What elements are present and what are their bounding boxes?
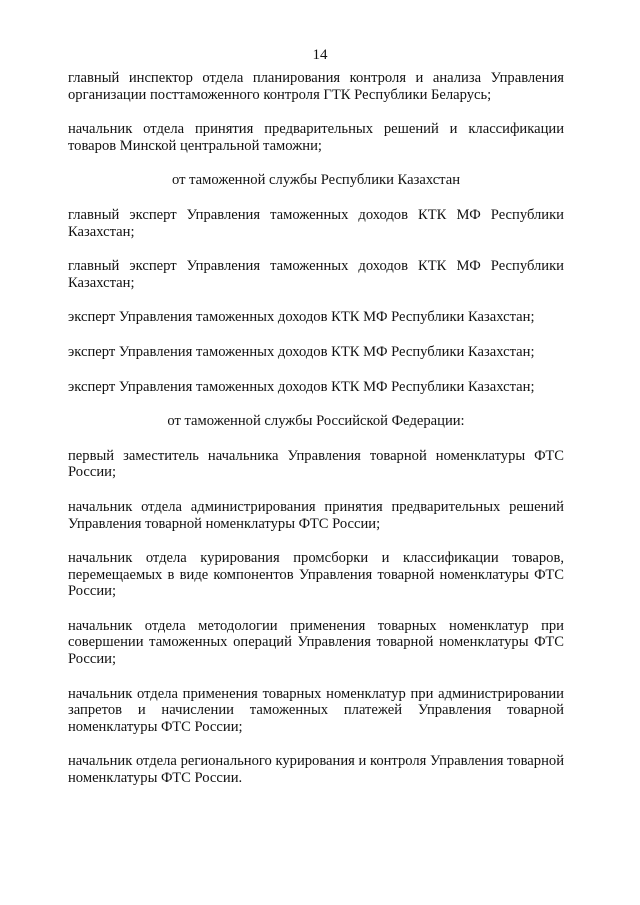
paragraph-kz-chief-expert-2: главный эксперт Управления таможенных доходов КТК МФ Республики Казахстан;	[68, 258, 564, 291]
paragraph-ru-first-deputy: первый заместитель начальника Управления товарной номенклатуры ФТС России;	[68, 447, 564, 481]
paragraph-ru-assembly-head: начальник отдела курирования промсборки и классификации товаров, перемещаемых в виде компонентов Управления товарной номенклатуры ФТС России;	[68, 550, 564, 600]
paragraph-minsk-customs-head: начальник отдела принятия предварительных решений и классификации товаров Минской центральной таможни;	[68, 121, 564, 154]
paragraph-belarus-inspector: главный инспектор отдела планирования контроля и анализа Управления организации посттаможенного контроля ГТК Республики Беларусь;	[68, 70, 564, 103]
paragraph-kz-expert-2: эксперт Управления таможенных доходов КТК МФ Республики Казахстан;	[68, 343, 535, 360]
section-heading-kazakhstan: от таможенной службы Республики Казахстан	[171, 172, 461, 189]
paragraph-ru-admin-decisions-head: начальник отдела администрирования принятия предварительных решений Управления товарной номенклатуры ФТС России;	[68, 498, 564, 532]
paragraph-ru-methodology-head: начальник отдела методологии применения товарных номенклатур при совершении таможенных операций Управления товарной номенклатуры ФТС России;	[68, 617, 564, 668]
paragraph-ru-regional-control-head: начальник отдела регионального курирования и контроля Управления товарной номенклатуры ФТС России.	[68, 753, 564, 787]
paragraph-kz-expert-1: эксперт Управления таможенных доходов КТК МФ Республики Казахстан;	[68, 309, 535, 326]
page-number: 14	[312, 47, 328, 63]
paragraph-kz-expert-3: эксперт Управления таможенных доходов КТК МФ Республики Казахстан;	[68, 378, 535, 395]
section-heading-russia: от таможенной службы Российской Федерации:	[167, 413, 465, 430]
document-body	[68, 70, 564, 805]
paragraph-kz-chief-expert-1: главный эксперт Управления таможенных доходов КТК МФ Республики Казахстан;	[68, 206, 564, 240]
paragraph-ru-restrictions-head: начальник отдела применения товарных номенклатур при администрировании запретов и начислении таможенных платежей Управления товарной номенклатуры ФТС России;	[68, 685, 564, 735]
